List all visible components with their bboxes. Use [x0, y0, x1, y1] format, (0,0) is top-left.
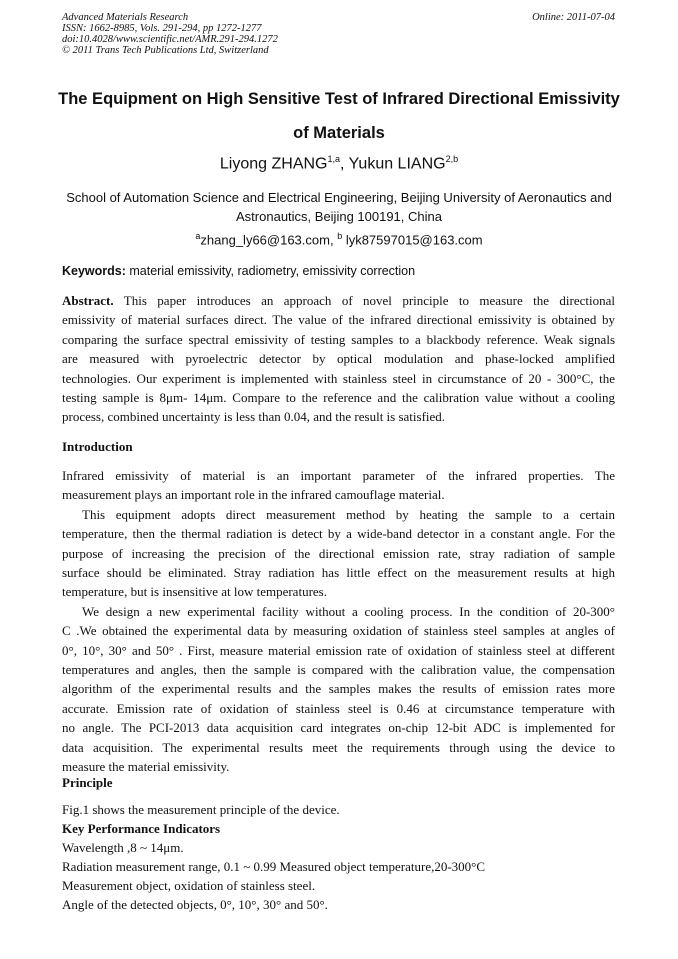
- introduction-body: [62, 466, 615, 777]
- doi: doi:10.4028/www.scientific.net/AMR.291-294.1272: [62, 34, 278, 45]
- text-line: data acquisition. The experimental results meet the requirements through using the device to: [62, 739, 615, 755]
- text-line: accurate. Emission rate of oxidation of stainless steel is 0.46 at circumstance temperature with: [62, 700, 615, 716]
- author-1: Liyong ZHANG: [219, 155, 328, 173]
- abstract-line: process, combined uncertainty is less than 0.04, and the result is satisfied.: [62, 409, 446, 425]
- text-line: temperature, but is insensitive at low temperatures.: [62, 584, 327, 600]
- text-line: Fig.1 shows the measurement principle of the device.: [62, 802, 340, 817]
- text-line: 0°, 10°, 30° and 50° . First, measure material emission rate of oxidation of stainless steel at different: [62, 642, 615, 658]
- text-line: measurement plays an important role in the infrared camouflage material.: [62, 487, 445, 503]
- emails: [40, 231, 638, 247]
- author-sep: ,: [340, 155, 349, 173]
- abstract-line: are measured with pyroelectric detector by optical modulation and phase-locked amplified: [62, 351, 615, 367]
- text-line: surface should be eliminated. Stray radiation has little effect on the measurement results at high: [62, 565, 615, 581]
- abstract-line: testing sample is 8μm- 14μm. Compare to the reference and the calibration value without a cooling: [62, 390, 615, 406]
- affiliation-line-2: Astronautics, Beijing 100191, China: [236, 208, 442, 224]
- text-line: purpose of increasing the precision of the directional emission rate, stray radiation of sample: [62, 545, 615, 561]
- text-line: Wavelength ,8 ~ 14μm.: [62, 840, 184, 855]
- principle-heading: [62, 773, 615, 792]
- abstract: [62, 291, 615, 427]
- text-line: Angle of the detected objects, 0°, 10°, 30° and 50°.: [62, 897, 328, 912]
- email-a-sup: a: [195, 231, 201, 241]
- affiliation: [40, 189, 638, 226]
- journal-header: [62, 12, 278, 56]
- author-1-sup: 1,a: [327, 154, 341, 164]
- copyright: © 2011 Trans Tech Publications Ltd, Switzerland: [62, 45, 269, 56]
- text-line: Infrared emissivity of material is an important parameter of the infrared properties. The: [62, 468, 615, 483]
- issn: ISSN: 1662-8985, Vols. 291-294, pp 1272-1277: [62, 23, 262, 34]
- abstract-text: This paper introduces an approach of novel principle to measure the directional: [113, 293, 615, 308]
- keywords: [62, 262, 615, 281]
- heading-text: Introduction: [62, 439, 133, 454]
- text-line: temperatures and angles, then the sample is compared with the calibration value, the compensation: [62, 662, 615, 678]
- text-line: Radiation measurement range, 0.1 ~ 0.99 Measured object temperature,20-300°C: [62, 859, 486, 874]
- text-line: Measurement object, oxidation of stainless steel.: [62, 878, 316, 893]
- abstract-line: emissivity of material surfaces direct. The value of the infrared directional emissivity is obtained by: [62, 312, 615, 328]
- email-a[interactable]: zhang_ly66@163.com,: [200, 232, 338, 248]
- authors: [40, 154, 638, 173]
- text-line: C .We obtained the experimental data by measuring oxidation of stainless steel samples at angles of: [62, 623, 615, 639]
- keywords-label: Keywords:: [62, 264, 126, 278]
- text-line: no angle. The PCI-2013 data acquisition card integrates on-chip 12-bit ADC is implemented for: [62, 720, 615, 736]
- text-line: We design a new experimental facility without a cooling process. In the condition of 20-300°: [82, 603, 615, 619]
- text-line: measure the material emissivity.: [62, 759, 230, 775]
- affiliation-line-1: School of Automation Science and Electrical Engineering, Beijing University of Aeronautics and: [66, 190, 612, 205]
- email-b-sup: b: [337, 231, 343, 241]
- abstract-line: comparing the surface spectral emissivity of testing samples to a blackbody reference. Weak signals: [62, 331, 615, 347]
- introduction-heading: [62, 437, 615, 456]
- text-line: algorithm of the experimental results and the samples makes the results of emission rates more: [62, 681, 615, 697]
- heading-text: Principle: [62, 775, 113, 790]
- title-line-2: of Materials: [293, 124, 385, 142]
- text-line: This equipment adopts direct measurement method by heating the sample to a certain: [82, 506, 615, 522]
- kpi-heading: Key Performance Indicators: [62, 821, 221, 836]
- text-line: temperature, then the thermal radiation is detect by a wide-band detector in a constant angle. For the: [62, 526, 615, 542]
- email-b[interactable]: lyk87597015@163.com: [342, 232, 483, 248]
- journal-name: Advanced Materials Research: [62, 12, 189, 23]
- title-line-1: The Equipment on High Sensitive Test of Infrared Directional Emissivity: [58, 90, 620, 108]
- principle-body: [62, 800, 615, 914]
- abstract-label: Abstract.: [62, 293, 114, 308]
- keywords-text: material emissivity, radiometry, emissivity correction: [125, 264, 416, 278]
- abstract-line: technologies. Our experiment is implemented with stainless steel in circumstance of 20 - 300°C, the: [62, 370, 615, 386]
- online-date: Online: 2011-07-04: [532, 12, 615, 23]
- author-2-sup: 2,b: [445, 154, 459, 164]
- author-2: Yukun LIANG: [348, 155, 446, 173]
- abstract-line: [62, 291, 615, 310]
